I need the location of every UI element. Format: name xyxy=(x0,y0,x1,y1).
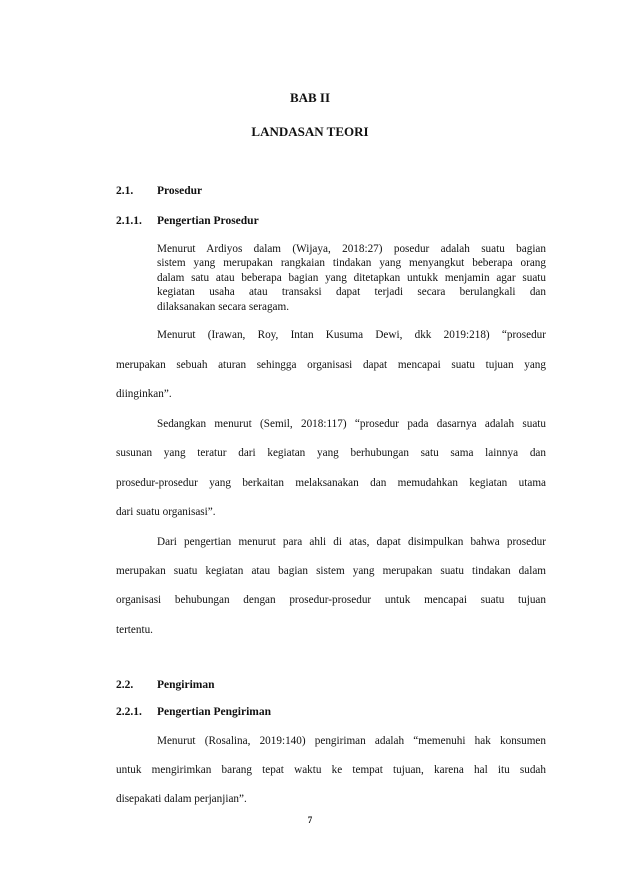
block-quote-line: sistem yang merupakan rangkaian tindakan yang menyangkut beberapa orang xyxy=(157,257,546,269)
paragraph-line: disepakati dalam perjanjian”. xyxy=(116,793,247,805)
paragraph-line: merupakan sebuah aturan sehingga organisasi dapat mencapai suatu tujuan yang xyxy=(116,359,546,371)
paragraph-line: merupakan suatu kegiatan atau bagian sistem yang merupakan suatu tindakan dalam xyxy=(116,565,546,577)
block-quote-line: Menurut Ardiyos dalam (Wijaya, 2018:27) posedur adalah suatu bagian xyxy=(157,243,546,255)
paragraph-line: organisasi behubungan dengan prosedur-prosedur untuk mencapai suatu tujuan xyxy=(116,594,546,606)
paragraph-line: prosedur-prosedur yang berkaitan melaksanakan dan memudahkan kegiatan utama xyxy=(116,477,546,489)
paragraph-line: Sedangkan menurut (Semil, 2018:117) “prosedur pada dasarnya adalah suatu xyxy=(157,418,546,430)
paragraph-line: diinginkan”. xyxy=(116,388,172,400)
paragraph-line: untuk mengirimkan barang tepat waktu ke tempat tujuan, karena hal itu sudah xyxy=(116,764,546,776)
chapter-label: BAB II xyxy=(289,90,331,105)
paragraph-line: tertentu. xyxy=(116,624,153,636)
paragraph-line: susunan yang teratur dari kegiatan yang berhubungan satu sama lainnya dan xyxy=(116,447,546,459)
section-title-2-2: Pengiriman xyxy=(157,679,215,691)
page-number: 7 xyxy=(307,815,313,825)
chapter-title: LANDASAN TEORI xyxy=(251,124,369,139)
paragraph-line: dari suatu organisasi”. xyxy=(116,506,216,518)
section-number-2-2: 2.2. xyxy=(116,679,134,691)
section-title-2-1-1: Pengertian Prosedur xyxy=(157,215,259,227)
paragraph-line: Menurut (Irawan, Roy, Intan Kusuma Dewi, dkk 2019:218) “prosedur xyxy=(157,329,546,341)
section-number-2-2-1: 2.2.1. xyxy=(116,706,142,718)
paragraph-line: Dari pengertian menurut para ahli di atas, dapat disimpulkan bahwa prosedur xyxy=(157,536,546,548)
block-quote-line: dilaksanakan secara seragam. xyxy=(157,301,290,313)
block-quote-line: kegiatan usaha atau transaksi dapat terjadi secara berulangkali dan xyxy=(157,286,546,298)
paragraph-line: Menurut (Rosalina, 2019:140) pengiriman adalah “memenuhi hak konsumen xyxy=(157,735,546,747)
section-number-2-1: 2.1. xyxy=(116,185,134,197)
section-number-2-1-1: 2.1.1. xyxy=(116,215,142,227)
section-title-2-1: Prosedur xyxy=(157,185,203,197)
block-quote-line: dalam satu atau beberapa bagian yang ditetapkan untukk menjamin agar suatu xyxy=(157,272,546,284)
section-title-2-2-1: Pengertian Pengiriman xyxy=(157,706,272,718)
